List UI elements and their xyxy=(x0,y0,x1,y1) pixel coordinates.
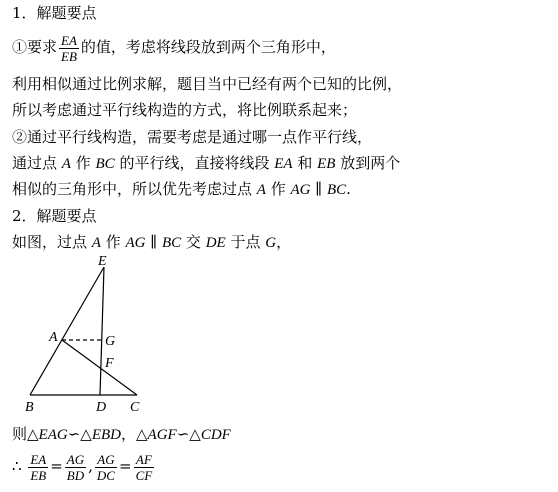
triangle-label: AGF xyxy=(147,427,177,443)
segment-ac xyxy=(62,340,137,395)
parallel-symbol: ∥ xyxy=(145,233,162,251)
fraction-ag-bd xyxy=(65,452,86,483)
therefore-symbol: ∴ xyxy=(12,457,22,475)
parallel-symbol: ∥ xyxy=(310,180,327,198)
text-run: . xyxy=(346,180,351,198)
equals-sign: = xyxy=(118,457,132,475)
section-2-heading xyxy=(12,206,97,226)
segment-ed xyxy=(100,267,104,395)
section-1-number: 1． xyxy=(12,4,37,22)
paragraph-line-7 xyxy=(12,232,291,253)
point-label: A xyxy=(91,235,101,251)
label-C: C xyxy=(130,400,140,415)
text-run: 作 xyxy=(70,154,96,172)
point-1-tail: 的值，考虑将线段放到两个三角形中， xyxy=(80,38,336,56)
similar-symbol: ∽△ xyxy=(67,425,92,443)
segment-label: AG xyxy=(125,235,146,251)
text-run: 则△ xyxy=(12,425,39,443)
fraction-numerator: EA xyxy=(30,451,47,467)
segment-label: BC xyxy=(326,182,347,198)
label-B: B xyxy=(25,400,34,415)
point-label: A xyxy=(256,182,266,198)
segment-eb xyxy=(30,267,104,395)
fraction-numerator: AF xyxy=(134,452,155,468)
segment-label: DE xyxy=(205,235,226,251)
point-label: G xyxy=(265,235,277,251)
similarity-line xyxy=(12,424,231,445)
fraction-denominator: EB xyxy=(30,467,47,483)
point-1-line xyxy=(12,30,336,64)
text-run: 的平行线，直接将线段 xyxy=(114,154,275,172)
text-run: 通过点 xyxy=(12,154,62,172)
label-A: A xyxy=(49,330,58,345)
triangle-label: CDF xyxy=(200,427,231,443)
triangle-label: EBD xyxy=(91,427,121,443)
label-G: G xyxy=(105,334,116,349)
ratio-line xyxy=(12,446,156,486)
fraction-ea-eb xyxy=(59,33,79,64)
label-D: D xyxy=(96,400,107,415)
text-run: 和 xyxy=(292,154,318,172)
segment-label: AG xyxy=(290,182,311,198)
text-run: 作 xyxy=(265,180,291,198)
point-label: A xyxy=(61,156,71,172)
point-1-lead: ①要求 xyxy=(12,38,58,56)
section-1-title: 解题要点 xyxy=(36,4,97,22)
fraction-ea-eb-2 xyxy=(28,452,48,483)
text-run: 如图，过点 xyxy=(12,233,92,251)
fraction-numerator: AG xyxy=(95,452,117,468)
paragraph-line-5 xyxy=(12,153,400,174)
paragraph-line-4: ②通过平行线构造，需要考虑是通过哪一点作平行线， xyxy=(12,128,373,146)
paragraph-line-6 xyxy=(12,179,351,200)
fraction-denominator: BD xyxy=(66,467,85,483)
text-run: 相似的三角形中，所以优先考虑过点 xyxy=(12,180,257,198)
text-run: ，△ xyxy=(121,425,148,443)
segment-label: BC xyxy=(95,156,115,172)
fraction-denominator: CF xyxy=(135,467,153,483)
segment-label: BC xyxy=(161,235,182,251)
segment-label: EB xyxy=(317,156,336,172)
section-1-heading xyxy=(12,3,97,23)
section-2-number: 2． xyxy=(12,207,37,225)
label-E: E xyxy=(98,255,107,269)
fraction-numerator: AG xyxy=(66,451,85,467)
text-run: 作 xyxy=(100,233,126,251)
segment-label: EA xyxy=(274,156,293,172)
fraction-denominator: DC xyxy=(96,467,115,483)
equals-sign: = xyxy=(50,457,63,475)
triangle-label: EAG xyxy=(38,427,68,443)
text-run: 放到两个 xyxy=(335,154,401,172)
text-run: 于点 xyxy=(225,233,266,251)
section-2-title: 解题要点 xyxy=(36,207,97,225)
text-run: ， xyxy=(276,233,292,251)
paragraph-line-2: 利用相似通过比例求解，题目当中已经有两个已知的比例， xyxy=(12,75,403,93)
paragraph-line-3: 所以考虑通过平行线构造的方式，将比例联系起来； xyxy=(12,101,358,119)
fraction-denominator: EB xyxy=(61,48,77,64)
label-F: F xyxy=(105,356,114,371)
comma: , xyxy=(88,457,93,475)
geometry-figure xyxy=(0,255,170,415)
fraction-numerator: EA xyxy=(61,32,77,48)
similar-symbol: ∽△ xyxy=(176,425,201,443)
fraction-af-cf xyxy=(134,452,155,483)
text-run: 交 xyxy=(181,233,206,251)
fraction-ag-dc xyxy=(95,452,117,483)
